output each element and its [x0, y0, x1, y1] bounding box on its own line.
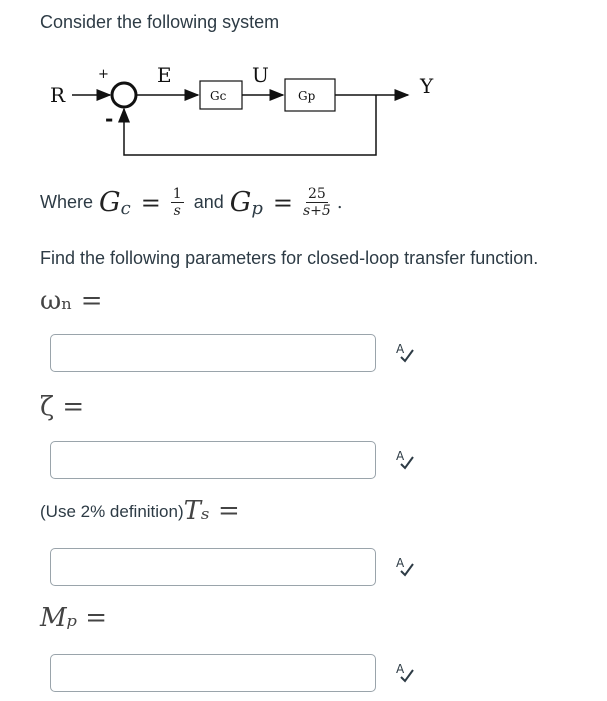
gc-fraction	[171, 186, 184, 219]
svg-text:A: A	[396, 662, 405, 676]
svg-text:A: A	[396, 556, 405, 570]
omega-n-input[interactable]	[50, 334, 376, 372]
error-label: E	[157, 63, 172, 87]
omega-n-label: ωₙ =	[40, 286, 103, 316]
gc-block-label: Gc	[210, 89, 227, 103]
svg-text:A: A	[396, 342, 405, 356]
spellcheck-icon[interactable]	[393, 661, 415, 683]
gp-symbol: G	[229, 187, 252, 218]
spellcheck-icon[interactable]	[393, 555, 415, 577]
settling-time-note: (Use 2% definition)	[40, 502, 184, 521]
minus-sign: -	[105, 107, 114, 131]
gp-denominator: s+5	[302, 203, 331, 219]
feedback-path	[124, 95, 376, 155]
gp-subscript: p	[251, 198, 263, 219]
gp-block-label: Gp	[298, 89, 316, 103]
gc-symbol: G	[99, 187, 121, 218]
spellcheck-icon[interactable]	[393, 341, 415, 363]
summing-junction	[112, 83, 136, 107]
zeta-label: ζ =	[40, 392, 85, 422]
and-label: and	[193, 192, 224, 212]
overshoot-input[interactable]	[50, 654, 376, 692]
gc-numerator: 1	[172, 186, 182, 202]
gc-denominator: s	[173, 203, 181, 219]
instructions: Find the following parameters for closed-loop transfer function.	[40, 248, 539, 268]
overshoot-label: Mₚ =	[40, 603, 108, 633]
gp-fraction	[303, 186, 331, 219]
control-label: U	[252, 63, 269, 87]
block-diagram	[40, 60, 460, 170]
input-label: R	[50, 83, 66, 107]
plus-sign: +	[98, 67, 109, 82]
gc-equals: =	[140, 188, 161, 217]
zeta-input[interactable]	[50, 441, 376, 479]
gp-numerator: 25	[307, 186, 326, 202]
settling-time-row	[40, 496, 240, 526]
where-label: Where	[40, 192, 94, 212]
svg-text:A: A	[396, 449, 405, 463]
output-label: Y	[420, 74, 434, 98]
gp-equals: =	[272, 188, 293, 217]
spellcheck-icon[interactable]	[393, 448, 415, 470]
intro-text: Consider the following system	[40, 12, 280, 32]
settling-time-label: Tₛ =	[183, 496, 240, 526]
transfer-functions	[40, 186, 343, 219]
gc-subscript: c	[120, 198, 131, 219]
period: .	[336, 192, 343, 213]
settling-time-input[interactable]	[50, 548, 376, 586]
